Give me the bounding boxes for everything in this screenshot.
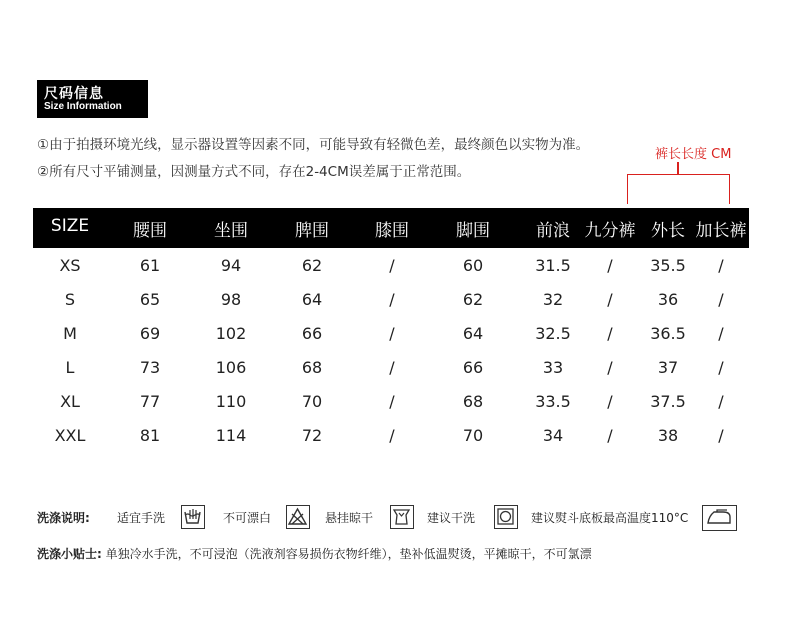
col-header: 前浪 xyxy=(536,221,570,241)
size-cell: L xyxy=(65,358,75,377)
measurement-cell: 68 xyxy=(462,392,484,411)
measurement-cell: 102 xyxy=(215,324,247,343)
measurement-cell: 32.5 xyxy=(535,324,571,343)
measurement-cell: 64 xyxy=(301,290,323,309)
measurement-cell: 36.5 xyxy=(650,324,686,343)
pant-length-label: 裤长长度 CM xyxy=(655,147,732,162)
measurement-cell: 35.5 xyxy=(650,256,686,275)
measurement-cell: 110 xyxy=(215,392,247,411)
col-header: 外长 xyxy=(651,221,685,241)
col-header: 坐围 xyxy=(214,221,248,241)
measurement-cell: / xyxy=(718,256,724,275)
table-row xyxy=(0,358,790,388)
measurement-cell: / xyxy=(607,290,613,309)
col-header: SIZE xyxy=(50,216,90,236)
measurement-cell: 31.5 xyxy=(535,256,571,275)
measurement-cell: / xyxy=(389,392,395,411)
measurement-cell: 73 xyxy=(139,358,161,377)
tips-label: 洗涤小贴士: xyxy=(37,547,102,561)
size-cell: XS xyxy=(59,256,81,275)
measurement-cell: 106 xyxy=(215,358,247,377)
measurement-cell: / xyxy=(607,256,613,275)
col-header: 腰围 xyxy=(133,221,167,241)
care-item-text: 建议熨斗底板最高温度110°C xyxy=(531,511,689,525)
measurement-cell: / xyxy=(718,392,724,411)
measurement-cell: / xyxy=(607,324,613,343)
measurement-cell: 98 xyxy=(220,290,242,309)
size-cell: XL xyxy=(60,392,80,411)
measurement-cell: 94 xyxy=(220,256,242,275)
measurement-cell: / xyxy=(607,392,613,411)
measurement-cell: 69 xyxy=(139,324,161,343)
col-header: 膝围 xyxy=(375,221,409,241)
measurement-cell: 72 xyxy=(301,426,323,445)
measurement-cell: 62 xyxy=(301,256,323,275)
table-row xyxy=(0,324,790,354)
measurement-cell: 81 xyxy=(139,426,161,445)
measurement-cell: / xyxy=(389,256,395,275)
measurement-cell: / xyxy=(718,290,724,309)
size-cell: M xyxy=(63,324,77,343)
col-header: 脾围 xyxy=(295,221,329,241)
measurement-cell: / xyxy=(718,426,724,445)
note-color-difference: ①由于拍摄环境光线，显示器设置等因素不同，可能导致有轻微色差，最终颜色以实物为准。 xyxy=(37,137,590,153)
washing-tips xyxy=(37,545,592,562)
measurement-cell: 114 xyxy=(215,426,247,445)
care-item-text: 建议干洗 xyxy=(427,511,476,525)
size-info-banner xyxy=(37,80,148,118)
table-row xyxy=(0,426,790,456)
measurement-cell: / xyxy=(718,358,724,377)
size-cell: XXL xyxy=(54,426,86,445)
table-row xyxy=(0,290,790,320)
care-label: 洗涤说明: xyxy=(37,511,90,525)
measurement-cell: / xyxy=(389,426,395,445)
measurement-cell: / xyxy=(607,426,613,445)
measurement-cell: / xyxy=(718,324,724,343)
size-cell: S xyxy=(64,290,76,309)
col-header: 九分裤 xyxy=(584,221,636,241)
measurement-cell: 65 xyxy=(139,290,161,309)
measurement-cell: 77 xyxy=(139,392,161,411)
measurement-cell: 37.5 xyxy=(650,392,686,411)
iron-icon xyxy=(702,505,737,531)
banner-title-en: Size Information xyxy=(44,101,122,112)
hand-wash-icon xyxy=(181,505,205,529)
measurement-cell: 38 xyxy=(657,426,679,445)
measurement-cell: 70 xyxy=(301,392,323,411)
measurement-cell: 34 xyxy=(542,426,564,445)
care-item-text: 适宜手洗 xyxy=(117,511,166,525)
hang-dry-icon xyxy=(390,505,414,529)
measurement-cell: 68 xyxy=(301,358,323,377)
col-header: 脚围 xyxy=(456,221,490,241)
measurement-cell: 62 xyxy=(462,290,484,309)
measurement-cell: 33 xyxy=(542,358,564,377)
care-item-text: 不可漂白 xyxy=(223,511,272,525)
table-header xyxy=(33,208,749,248)
pant-length-bracket xyxy=(627,174,730,204)
note-measurement-error: ②所有尺寸平铺测量，因测量方式不同，存在2-4CM误差属于正常范围。 xyxy=(37,164,471,180)
measurement-cell: / xyxy=(607,358,613,377)
dry-clean-icon xyxy=(494,505,518,529)
measurement-cell: 60 xyxy=(462,256,484,275)
measurement-cell: 32 xyxy=(542,290,564,309)
measurement-cell: 64 xyxy=(462,324,484,343)
table-row xyxy=(0,392,790,422)
measurement-cell: 33.5 xyxy=(535,392,571,411)
measurement-cell: 66 xyxy=(462,358,484,377)
measurement-cell: / xyxy=(389,358,395,377)
measurement-cell: 61 xyxy=(139,256,161,275)
no-bleach-icon xyxy=(286,505,310,529)
measurement-cell: / xyxy=(389,290,395,309)
measurement-cell: 70 xyxy=(462,426,484,445)
measurement-cell: 36 xyxy=(657,290,679,309)
tips-text: 单独冷水手洗，不可浸泡（洗液剂容易损伤衣物纤维），垫补低温熨烫，平摊晾干，不可氯漂 xyxy=(105,547,592,561)
col-header: 加长裤 xyxy=(695,221,747,241)
measurement-cell: 66 xyxy=(301,324,323,343)
banner-title-cn: 尺码信息 xyxy=(44,86,104,102)
care-item-text: 悬挂晾干 xyxy=(325,511,374,525)
measurement-cell: / xyxy=(389,324,395,343)
table-row xyxy=(0,256,790,286)
measurement-cell: 37 xyxy=(657,358,679,377)
